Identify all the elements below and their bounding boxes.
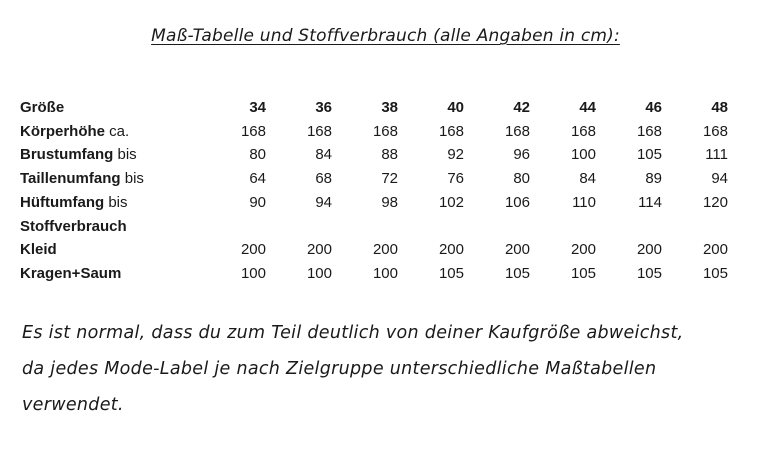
table-row (20, 191, 728, 215)
table-cell: 100 (240, 264, 266, 282)
table-row (20, 143, 728, 167)
note-line: da jedes Mode-Label je nach Zielgruppe unterschiedliche Maßtabellen (22, 359, 657, 379)
table-cell: 168 (438, 122, 464, 140)
note-line: verwendet. (22, 395, 124, 415)
size-header-cell: 34 (249, 99, 266, 116)
size-header-cell: 38 (381, 99, 398, 116)
table-cell: 200 (372, 241, 398, 259)
table-cell: 80 (249, 146, 266, 164)
section-label (20, 215, 200, 239)
size-header-cell: 42 (513, 99, 530, 116)
row-label-bold: Brustumfang (20, 146, 114, 164)
table-cell: 114 (638, 193, 662, 211)
table-cell: 100 (372, 264, 398, 282)
size-header-cell: 46 (645, 99, 662, 116)
table-cell: 120 (702, 193, 728, 211)
table-cell: 105 (702, 264, 728, 282)
table-cell: 105 (636, 264, 662, 282)
table-cell: 200 (570, 241, 596, 259)
row-label-suffix: bis (113, 146, 137, 164)
table-cell: 100 (306, 264, 332, 282)
size-header-label: Größe (20, 99, 65, 116)
table-cell: 200 (504, 241, 530, 259)
row-label (20, 167, 200, 191)
page-title (0, 26, 771, 46)
table-cell: 168 (636, 122, 662, 140)
table-cell: 105 (438, 264, 464, 282)
row-label (20, 191, 200, 215)
table-cell: 84 (315, 146, 332, 164)
table-cell: 168 (702, 122, 728, 140)
row-label-bold: Kragen+Saum (20, 264, 122, 282)
row-label-suffix: bis (104, 193, 128, 211)
table-cell: 105 (636, 146, 662, 164)
row-label-bold: Hüftumfang (20, 193, 105, 211)
table-cell: 94 (711, 170, 728, 188)
table-cell: 96 (513, 146, 530, 164)
section-row (20, 215, 728, 239)
row-label (20, 120, 200, 144)
table-cell: 168 (240, 122, 266, 140)
table-row (20, 262, 728, 286)
table-cell: 110 (572, 193, 596, 211)
table-cell: 64 (249, 170, 266, 188)
table-cell: 94 (315, 193, 332, 211)
table-row (20, 167, 728, 191)
table-cell: 92 (447, 146, 464, 164)
table-cell: 76 (447, 170, 464, 188)
table-cell: 106 (504, 193, 530, 211)
table-cell: 200 (636, 241, 662, 259)
size-note (22, 315, 762, 423)
size-header-cell: 40 (447, 99, 464, 116)
row-label-suffix: bis (120, 170, 144, 188)
row-label (20, 238, 200, 262)
size-header-row (20, 96, 728, 120)
row-label-bold: Stoffverbrauch (20, 217, 127, 235)
size-header-cell: 48 (711, 99, 728, 116)
note-line: Es ist normal, dass du zum Teil deutlich von deiner Kaufgröße abweichst, (22, 323, 684, 343)
row-label-bold: Körperhöhe (20, 122, 106, 140)
table-cell: 200 (702, 241, 728, 259)
table-cell: 90 (249, 193, 266, 211)
size-header-cell: 36 (315, 99, 332, 116)
table-cell: 168 (372, 122, 398, 140)
table-cell: 84 (579, 170, 596, 188)
table-cell: 200 (306, 241, 332, 259)
table-cell: 89 (645, 170, 662, 188)
table-cell: 102 (438, 193, 464, 211)
size-header-cell: 44 (579, 99, 596, 116)
table-cell: 80 (513, 170, 530, 188)
size-table (20, 96, 728, 286)
table-cell: 168 (504, 122, 530, 140)
row-label (20, 143, 200, 167)
table-row (20, 238, 728, 262)
row-label (20, 262, 200, 286)
table-cell: 168 (570, 122, 596, 140)
table-cell: 200 (240, 241, 266, 259)
table-cell: 72 (381, 170, 398, 188)
table-cell: 168 (306, 122, 332, 140)
table-row (20, 120, 728, 144)
page-title-text: Maß-Tabelle und Stoffverbrauch (alle Angaben in cm): (151, 26, 620, 46)
table-cell: 200 (438, 241, 464, 259)
row-label-bold: Kleid (20, 241, 57, 259)
table-cell: 111 (705, 146, 728, 164)
row-label-bold: Taillenumfang (20, 170, 121, 188)
row-label-suffix: ca. (105, 122, 130, 140)
table-cell: 88 (381, 146, 398, 164)
table-cell: 100 (570, 146, 596, 164)
table-cell: 105 (504, 264, 530, 282)
table-cell: 98 (381, 193, 398, 211)
table-cell: 105 (570, 264, 596, 282)
table-cell: 68 (315, 170, 332, 188)
